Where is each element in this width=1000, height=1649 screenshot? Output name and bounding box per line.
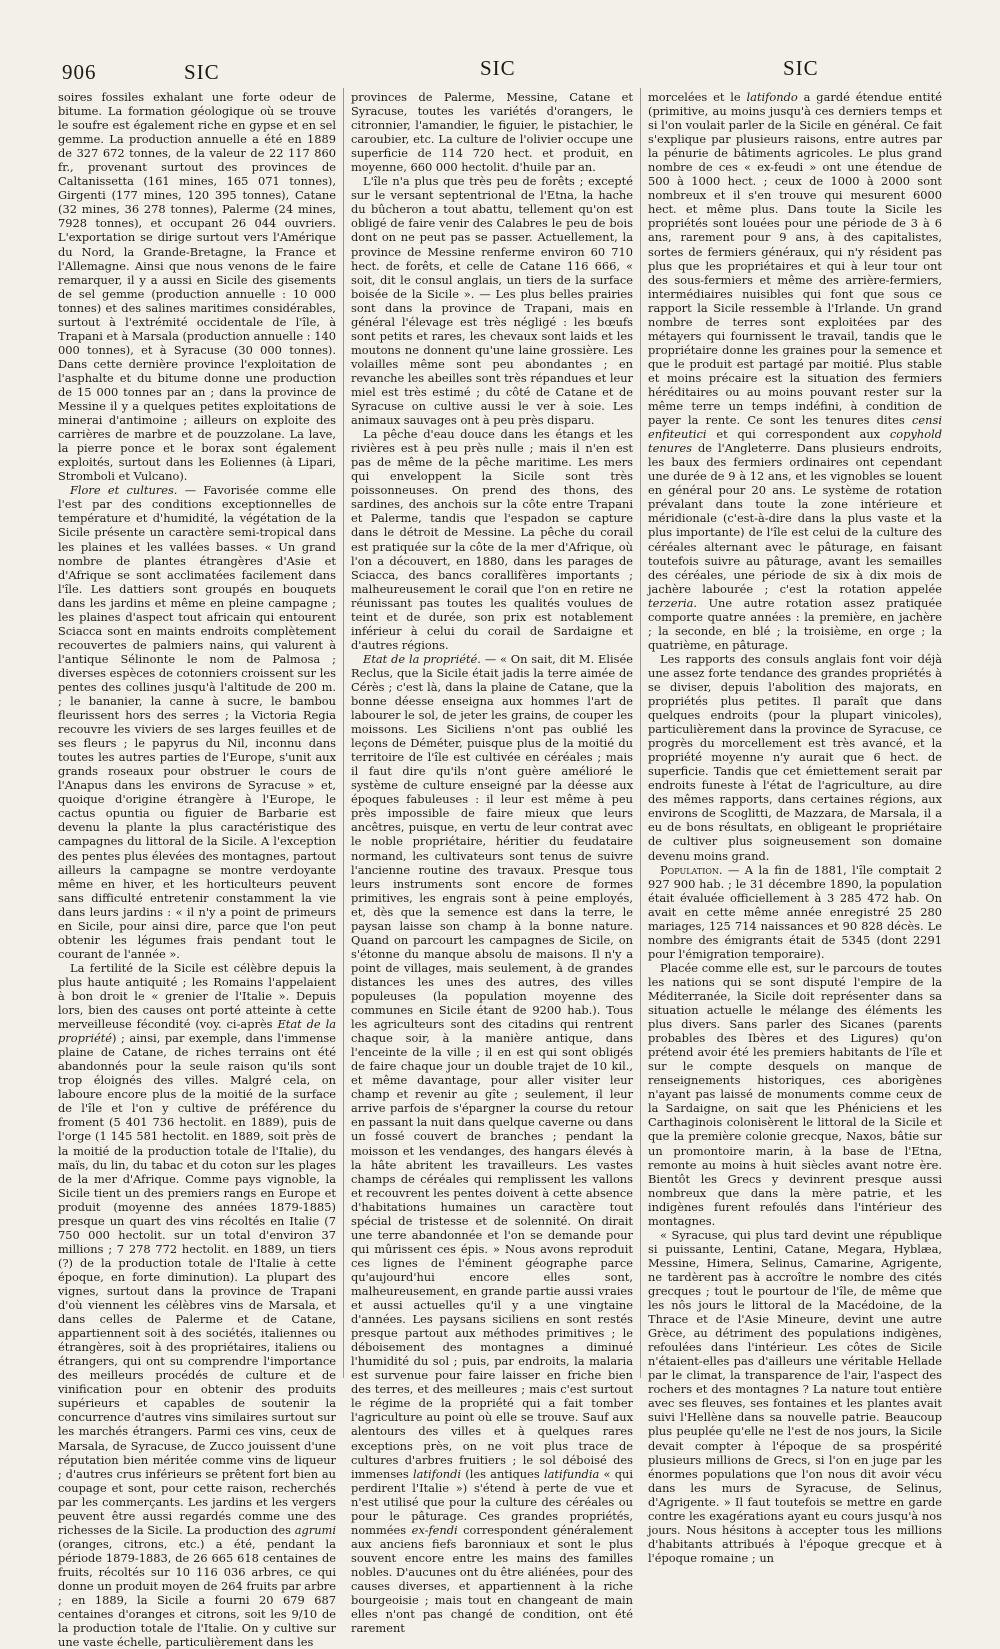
cross-reference: Etat de la propriété xyxy=(58,1017,336,1046)
paragraph: provinces de Palerme, Messine, Catane et Syracuse, toutes les variétés d'orangers, le citronnier, l'amandier, le figuier, le pistachier, le caroubier, etc. La culture de l'olivier occupe une superficie de 114 720 hect. et produit, en moyenne, 660 000 hectolit. d'huile par an. xyxy=(351,90,633,175)
column-rule xyxy=(343,88,344,1378)
section-title: Population. xyxy=(660,862,723,877)
paragraph: Population. — A la fin de 1881, l'île comptait 2 927 900 hab. ; le 31 décembre 1890, la population était évaluée officiellement à 3 285 472 hab. On avait en cette même année enregistré 25 280 mariages, 125 714 naissances et 90 828 décès. Le nombre des émigrants était de 5345 (dont 2291 pour l'émigration temporaire). xyxy=(648,862,942,961)
paragraph: Etat de la propriété. — « On sait, dit M. Elisée Reclus, que la Sicile était jadis la terre aimée de Cérès ; c'est là, dans la plaine de Catane, que la bonne déesse enseigna aux hommes l'art de labourer le sol, de jeter les grains, de couper les moissons. Les Siciliens n'ont pas oublié les leçons de Déméter, puisque plus de la moitié du territoire de l'île est cultivée en céréales ; mais il faut dire qu'ils n'ont guère amélioré le système de culture enseigné par la déesse aux époques fabuleuses : il leur est même à peu près impossible de faire mieux que leurs ancêtres, puisque, en vertu de leur contrat avec le noble propriétaire, héritier du feudataire normand, les cultivateurs sont tenus de suivre l'ancienne routine des travaux. Presque tous leurs instruments sont encore de formes primitives, les engrais sont à peine employés, et, dès que la semence est dans la terre, le paysan laisse son champ à la bonne nature. Quand on parcourt les campagnes de Sicile, on s'étonne du manque absolu de maisons. Il n'y a point de villages, mais seulement, à de grandes distances les unes des autres, des villes populeuses (la population moyenne des communes en Sicile étant de 9200 hab.). Tous les agriculteurs sont des citadins qui rentrent chaque soir, à la manière antique, dans l'enceinte de la ville ; il en est qui sont obligés de faire chaque jour un double trajet de 10 kil., et même davantage, pour aller visiter leur champ et revenir au gîte ; seulement, il leur arrive parfois de s'épargner la course du retour en passant la nuit dans quelque caverne ou dans un fossé couvert de branches ; pendant la moisson et les vendanges, des hangars élevés à la hâte abritent les travailleurs. Les vastes champs de céréales qui remplissent les vallons et recouvrent les pentes doivent à cette absence d'habitations humaines un caractère tout spécial de tristesse et de solennité. On dirait une terre abandonnée et l'on se demande pour qui mûrissent ces épis. » Nous avons reproduit ces lignes de l'éminent géographe parce qu'aujourd'hui encore elles sont, malheureusement, en grande partie aussi vraies et aussi actuelles qu'il y a une vingtaine d'années. Les paysans siciliens en sont restés presque partout aux méthodes primitives ; le déboisement des montagnes a diminué l'humidité du sol ; puis, par endroits, la malaria est survenue pour faire laisser en friche bien des terres, et des meilleures ; mais c'est surtout le régime de la propriété qui a fait tomber l'agriculture au point où elle se trouve. Sauf aux alentours des villes et à quelques rares exceptions près, on ne voit plus trace de cultures d'arbres fruitiers ; le sol déboisé des immenses latifondi (les antiques latifundia « qui perdirent l'Italie ») s'étend à perte de vue et n'est utilisé que pour la culture des céréales ou pour le pâturage. Ces grandes propriétés, nommées ex-fendi correspondent généralement aux anciens fiefs baronniaux et sont le plus souvent encore entre les mains des familles nobles. D'aucunes ont du être aliénées, pour des causes diverses, et appartiennent à la riche bourgeoisie ; mais tout en changeant de main elles n'ont pas changé de condition, ont été rarement xyxy=(351,651,633,1636)
column-1 xyxy=(58,90,336,1649)
page-number: 906 xyxy=(62,60,97,84)
page-header xyxy=(0,52,1000,86)
paragraph: soires fossiles exhalant une forte odeur de bitume. La formation géologique où se trouve le soufre est également riche en gypse et en sel gemme. La production annuelle a été en 1889 de 327 672 tonnes, de la valeur de 22 117 860 fr., provenant surtout des provinces de Caltanissetta (161 mines, 165 071 tonnes), Girgenti (177 mines, 120 395 tonnes), Catane (32 mines, 36 278 tonnes), Palerme (24 mines, 7928 tonnes), et occupant 26 044 ouvriers. L'exportation se dirige surtout vers l'Amérique du Nord, la Grande-Bretagne, la France et l'Allemagne. Ainsi que nous venons de le faire remarquer, il y a aussi en Sicile des gisements de sel gemme (production annuelle : 10 000 tonnes) et des salines maritimes considérables, surtout à l'extrémité occidentale de l'île, à Trapani et à Marsala (production annuelle : 140 000 tonnes), et à Syracuse (30 000 tonnes). Dans cette dernière province l'exploitation de l'asphalte et du bitume donne une production de 15 000 tonnes par an ; dans la province de Messine il y a quelques petites exploitations de minerai d'antimoine ; ailleurs on exploite des carrières de marbre et de pouzzolane. La lave, la pierre ponce et le borax sont également exploités, surtout dans les Eoliennes (à Lipari, Stromboli et Vulcano). xyxy=(58,90,336,484)
paragraph: « Syracuse, qui plus tard devint une république si puissante, Lentini, Catane, Megara, Hyblæa, Messine, Himera, Selinus, Camarine, Agrigente, ne tardèrent pas à accroître le nombre des cités grecques ; tout le pourtour de l'île, de même que les nôs jours le littoral de la Macédoine, de la Thrace et de l'Asie Mineure, devint une autre Grèce, au détriment des populations indigènes, refoulées dans l'intérieur. Les côtes de Sicile n'étaient-elles pas d'ailleurs une véritable Hellade par le climat, la transparence de l'air, l'aspect des rochers et des montagnes ? La nature tout entière avec ses fleuves, ses fontaines et les plantes avait suivi l'Hellène dans sa nouvelle patrie. Beaucoup plus peuplée qu'elle ne l'est de nos jours, la Sicile devait compter à l'époque de sa prospérité plusieurs millions de Grecs, si l'on en juge par les énormes populations que l'on nous dit avoir vécu dans les murs de Syracuse, de Selinus, d'Agrigente. » Il faut toutefois se mettre en garde contre les exagérations ayant eu cours jusqu'à nos jours. Nous hésitons à accepter tous les millions d'habitants attribués à l'époque grecque et à l'époque romaine ; un xyxy=(648,1227,942,1565)
running-head-right: SIC xyxy=(783,56,819,80)
paragraph: morcelées et le latifondo a gardé étendue entité (primitive, au moins jusqu'à ces derniers temps et si l'on voulait parler de la Sicile en général. Ce fait s'explique par plusieurs raisons, entre autres par la pénurie de bâtiments agricoles. Le plus grand nombre de ces « ex-feudi » ont une étendue de 500 à 1000 hect. ; ceux de 1000 à 2000 sont nombreux et il s'en trouve qui mesurent 6000 hect. et même plus. Dans toute la Sicile les propriétés sont louées pour une période de 3 à 6 ans, rarement pour 9 ans, à des capitalistes, sortes de fermiers généraux, qui n'y résident pas plus que les propriétaires et qui à leur tour ont des sous-fermiers et même des arrière-fermiers, intermédiaires nuisibles qui font que sous ce rapport la Sicile ressemble à l'Irlande. Un grand nombre de terres sont exploitées par des métayers qui fournissent le travail, tandis que le propriétaire donne les graines pour la semence et que le produit est partagé par moitié. Plus stable et moins précaire est la situation des fermiers héréditaires ou au moins pouvant rester sur la même terre un temps indéfini, à condition de payer la rente. Ce sont les tenures dites censi enfiteutici et qui correspondent aux copyhold tenures de l'Angleterre. Dans plusieurs endroits, les baux des fermiers ordinaires ont cependant une durée de 9 à 12 ans, et les vignobles se louent en général pour 20 ans. Le système de rotation prévalant dans toute la zone intérieure et méridionale (c'est-à-dire dans la plus vaste et la plus importante) de l'île est celui de la culture des céréales alternant avec le pâturage, en faisant toutefois suivre au pâturage, avant les semailles des céréales, une période de six à dix mois de jachère labourée ; c'est la rotation appelée terzeria. Une autre rotation assez pratiquée comporte quatre années : la première, en jachère ; la seconde, en blé ; la troisième, en orge ; la quatrième, en pâturage. xyxy=(648,90,942,652)
paragraph: La pêche d'eau douce dans les étangs et les rivières est à peu près nulle ; mais il n'en est pas de même de la pêche maritime. Les mers qui enveloppent la Sicile sont très poissonneuses. On prend des thons, des sardines, des anchois sur la côte entre Trapani et Palerme, tandis que l'espadon se capture dans le détroit de Messine. La pêche du corail est pratiquée sur la côte de la mer d'Afrique, où l'on a découvert, en 1880, dans les parages de Sciacca, des bancs corallifères importants ; malheureusement le corail que l'on en retire ne réunissant pas toutes les qualités voulues de teint et de durée, son prix est notablement inférieur à celui du corail de Sardaigne et d'autres régions. xyxy=(351,427,633,652)
running-head-left: SIC xyxy=(184,60,220,84)
paragraph: Placée comme elle est, sur le parcours de toutes les nations qui se sont disputé l'empire de la Méditerranée, la Sicile doit représenter dans sa situation actuelle le mélange des éléments les plus divers. Sans parler des Sicanes (parents probables des Ibères et des Ligures) qu'on prétend avoir été les premiers habitants de l'île et sur le compte desquels on manque de renseignements historiques, ces aborigènes n'ayant pas laissé de monuments comme ceux de la Sardaigne, on sait que les Phéniciens et les Carthaginois colonisèrent le littoral de la Sicile et que la première colonie grecque, Naxos, bâtie sur un promontoire marin, à la base de l'Etna, remonte au moins à huit siècles avant notre ère. Bientôt les Grecs y devinrent presque aussi nombreux que dans la mère patrie, et les indigènes furent refoulés dans l'intérieur des montagnes. xyxy=(648,960,942,1228)
column-3 xyxy=(648,90,942,1565)
section-title: Flore et cultures. xyxy=(70,483,178,498)
paragraph: Flore et cultures. — Favorisée comme elle l'est par des conditions exceptionnelles de température et d'humidité, la végétation de la Sicile présente un caractère semi-tropical dans les plaines et les vallées basses. « Un grand nombre de plantes étrangères d'Asie et d'Afrique se sont acclimatées facilement dans l'île. Les dattiers sont groupés en bouquets dans les jardins et même en pleine campagne ; les plaines d'aspect tout africain qui entourent Sciacca sont en maints endroits complètement recouvertes de palmiers nains, qui valurent à l'antique Sélinonte le nom de Palmosa ; diverses espèces de cotonniers croissent sur les pentes des collines jusqu'à l'altitude de 200 m. ; le bananier, la canne à sucre, le bambou fleurissent hors des serres ; la Victoria Regia recouvre les viviers de ses larges feuilles et de ses fleurs ; le papyrus du Nil, inconnu dans toutes les autres parties de l'Europe, s'unit aux grands roseaux pour obstruer le cours de l'Anapus dans les environs de Syracuse » et, quoique d'origine étrangère à l'Europe, le cactus opuntia ou figuier de Barbarie est devenu la plante la plus caractéristique des campagnes du littoral de la Sicile. A l'exception des pentes plus élevées des montagnes, partout ailleurs la campagne se montre verdoyante même en hiver, et les horticulteurs peuvent sans difficulté entretenir constamment la vie dans leurs jardins : « il n'y a point de primeurs en Sicile, pour ainsi dire, parce que l'on peut obtenir les légumes frais pendant tout le courant de l'année ». xyxy=(58,483,336,961)
section-title: Etat de la propriété. xyxy=(363,651,481,666)
column-rule xyxy=(640,88,641,1378)
paragraph: L'île n'a plus que très peu de forêts ; excepté sur le versant septentrional de l'Etna, la hache du bûcheron a tout abattu, tellement qu'on est obligé de faire venir des Calabres le peu de bois dont on ne peut pas se passer. Actuellement, la province de Messine renferme environ 60 710 hect. de forêts, et celle de Catane 116 666, « soit, dit le consul anglais, un tiers de la surface boisée de la Sicile ». — Les plus belles prairies sont dans la province de Trapani, mais en général l'élevage est très négligé : les bœufs sont petits et rares, les chevaux sont laids et les moutons ne donnent qu'une laine grossière. Les volailles même sont peu abondantes ; en revanche les abeilles sont très répandues et leur miel est très estimé ; du côté de Catane et de Syracuse on cultive aussi le ver à soie. Les animaux sauvages ont à peu près disparu. xyxy=(351,174,633,428)
paragraph: La fertilité de la Sicile est célèbre depuis la plus haute antiquité ; les Romains l'appelaient à bon droit le « grenier de l'Italie ». Depuis lors, bien des causes ont porté atteinte à cette merveilleuse fécondité (voy. ci-après Etat de la propriété) ; ainsi, par exemple, dans l'immense plaine de Catane, de riches terrains ont été abandonnés pour la seule raison qu'ils sont trop éloignés des villes. Malgré cela, on laboure encore plus de la moitié de la surface de l'île et l'on y cultive de préférence du froment (5 401 736 hectolit. en 1889), puis de l'orge (1 145 581 hectolit. en 1889, soit près de la moitié de la production totale de l'Italie), du maïs, du lin, du tabac et du coton sur les plages de la mer d'Afrique. Comme pays vignoble, la Sicile tient un des premiers rangs en Europe et produit (moyenne des années 1879-1885) presque un quart des vins récoltés en Italie (7 750 000 hectolit. sur un total d'environ 37 millions ; 7 278 772 hectolit. en 1889, un tiers (?) de la production totale de l'Italie à cette époque, en forte diminution). La plupart des vignes, surtout dans la province de Trapani d'où viennent les célèbres vins de Marsala, et dans celles de Palerme et de Catane, appartiennent soit à des sociétés, italiennes ou étrangères, soit à des propriétaires, italiens ou étrangers, qui ont su comprendre l'importance des meilleurs procédés de culture et de vinification pour en obtenir des produits supérieurs et capables de soutenir la concurrence d'autres vins similaires surtout sur les marchés étrangers. Parmi ces vins, ceux de Marsala, de Syracuse, de Zucco jouissent d'une réputation bien méritée comme vins de liqueur ; d'autres crus inférieurs se prêtent fort bien au coupage et sont, pour cette raison, recherchés par les commerçants. Les jardins et les vergers peuvent être aussi regardés comme une des richesses de la Sicile. La production des agrumi (oranges, citrons, etc.) a été, pendant la période 1879-1883, de 26 665 618 centaines de fruits, récoltés sur 10 116 036 arbres, ce qui donne un produit moyen de 264 fruits par arbre ; en 1889, la Sicile a fourni 20 679 687 centaines d'oranges et citrons, soit les 9/10 de la production totale de l'Italie. On y cultive sur une vaste échelle, particulièrement dans les xyxy=(58,960,336,1649)
column-2 xyxy=(351,90,633,1636)
paragraph: Les rapports des consuls anglais font voir déjà une assez forte tendance des grandes propriétés à se diviser, depuis l'abolition des majorats, en propriétés plus petites. Il paraît que dans quelques endroits (pour la plupart vinicoles), particulièrement dans la province de Syracuse, ce progrès du morcellement est très avancé, et la propriété moyenne n'y aurait que 6 hect. de superficie. Tandis que cet émiettement serait par endroits funeste à l'état de l'agriculture, au dire des mêmes rapports, dans certaines régions, aux environs de Scoglitti, de Mazzara, de Marsala, il a eu de bons résultats, en obligeant le propriétaire de cultiver plus soigneusement son domaine devenu moins grand. xyxy=(648,651,942,863)
running-head-center: SIC xyxy=(480,56,516,80)
